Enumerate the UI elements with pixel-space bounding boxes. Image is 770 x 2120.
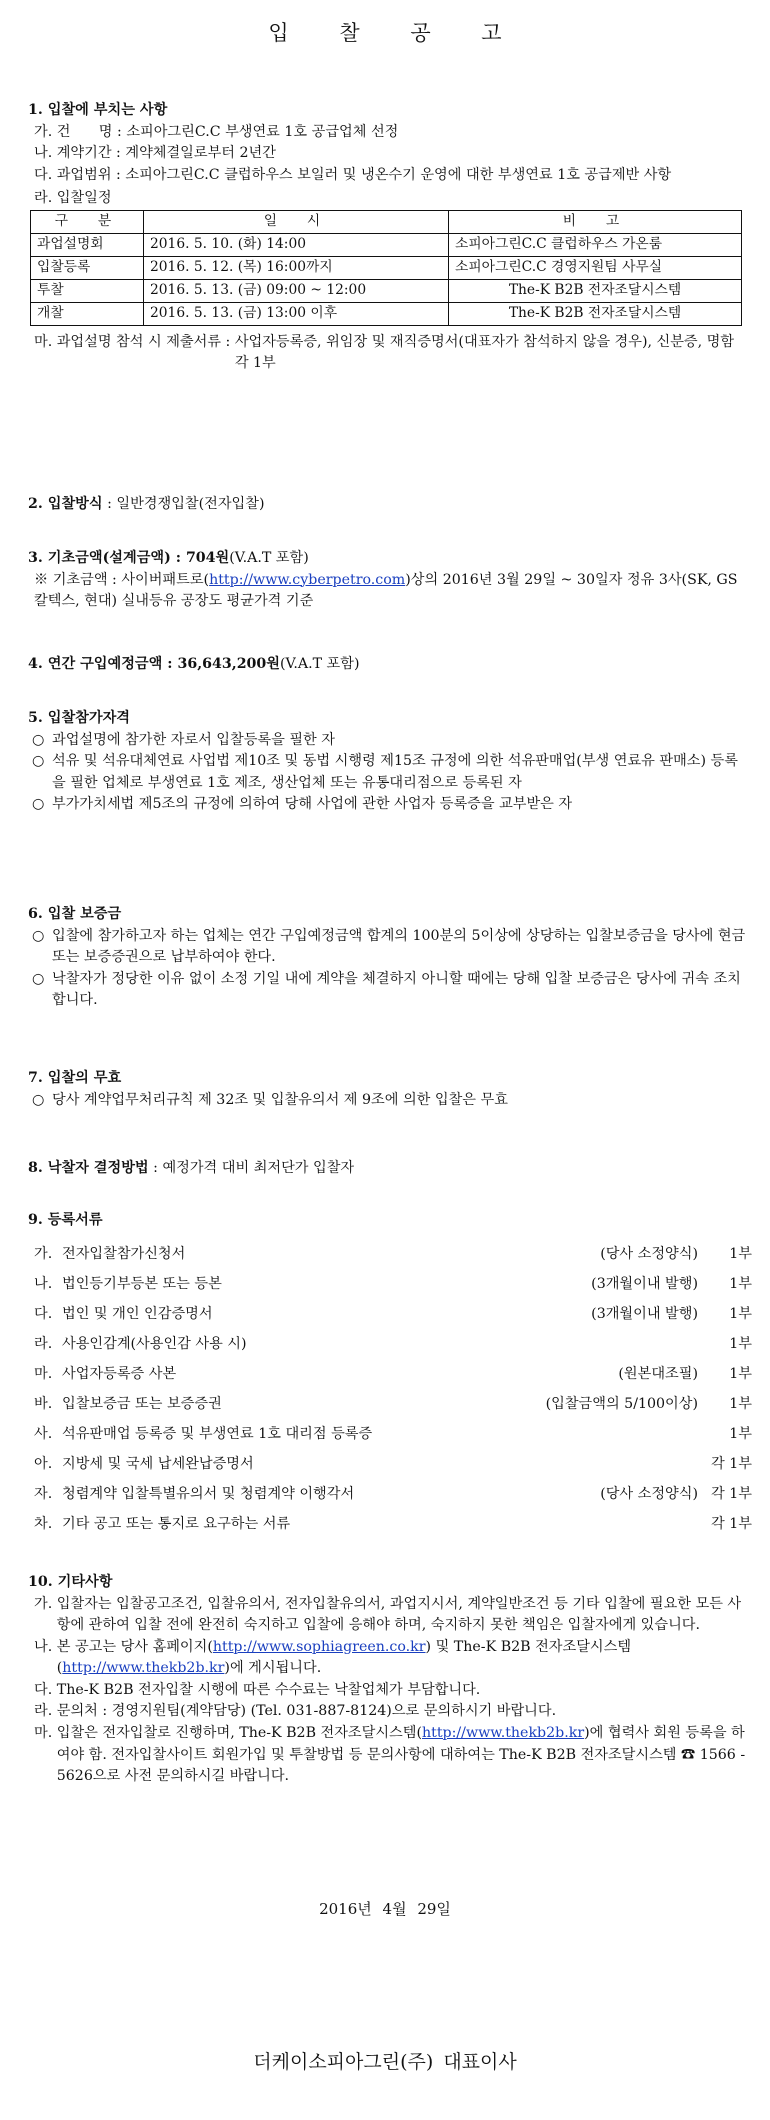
document-item: 다. 법인 및 개인 인감증명서 (3개월이내 발행) 1부 — [34, 1305, 752, 1322]
section-base-amount — [28, 548, 748, 613]
vat-note: (V.A.T 포함) — [229, 550, 309, 566]
section-heading: 2. 입찰방식 — [28, 496, 103, 512]
section-heading: 10. 기타사항 — [28, 1574, 113, 1590]
section-bid-deposit — [28, 904, 748, 1012]
table-header: 구 분 — [31, 210, 144, 233]
section-heading: 4. 연간 구입예정금액 : — [28, 656, 178, 672]
section-bid-method — [28, 494, 748, 516]
section-bid-subject — [28, 100, 748, 375]
list-item: 가. 입찰자는 입찰공고조건, 입찰유의서, 전자입찰유의서, 과업지시서, 계약일반조건 등 기타 입찰에 필요한 모든 사항에 관하여 입찰 전에 완전히 숙지하고 입찰에 응해야 하며, 숙지하지 못한 책임은 입찰자에게 있습니다. — [34, 1595, 742, 1634]
document-item: 가. 전자입찰참가신청서 (당사 소정양식) 1부 — [34, 1245, 752, 1262]
bid-method-text: : 일반경쟁입찰(전자입찰) — [102, 496, 265, 512]
section-heading: 7. 입찰의 무효 — [28, 1070, 122, 1086]
list-item: ○ 석유 및 석유대체연료 사업법 제10조 및 동법 시행령 제15조 규정에 의한 석유판매업(부생 연료유 판매소) 등록을 필한 업체로 부생연료 1호 제조, 생산업체 또는 유통대리점으로 등록된 자 — [32, 753, 738, 791]
table-row: 입찰등록 2016. 5. 12. (목) 16:00까지 소피아그린C.C 경영지원팀 사무실 — [31, 256, 742, 279]
list-item: ○ 낙찰자가 정당한 이유 없이 소정 기일 내에 계약을 체결하지 아니할 때에는 당해 입찰 보증금은 당사에 귀속 조치합니다. — [32, 970, 741, 1009]
section-award-method — [28, 1158, 748, 1180]
page-title: 입 찰 공 고 — [268, 21, 524, 45]
section-heading: 9. 등록서류 — [28, 1212, 103, 1228]
sophiagreen-homepage-link[interactable]: http://www.sophiagreen.co.kr — [212, 1638, 426, 1655]
document-item: 자. 청렴계약 입찰특별유의서 및 청렴계약 이행각서 (당사 소정양식) 각 1부 — [34, 1485, 752, 1502]
section-required-documents — [28, 1210, 752, 1540]
base-amount-note: ※ 기초금액 : 사이버패트로(http://www.cyberpetro.com)상의 2016년 3월 29일 ~ 30일자 정유 3사(SK, GS칼텍스, 현대) 실내등유 공장도 평균가격 기준 — [34, 571, 738, 610]
issuer-signature: 더케이소피아그린(주) 대표이사 — [253, 2051, 517, 2073]
list-item: ○ 과업설명에 참가한 자로서 입찰등록을 필한 자 — [32, 731, 335, 748]
award-method-text: : 예정가격 대비 최저단가 입찰자 — [148, 1160, 355, 1176]
document-item: 아. 지방세 및 국세 납세완납증명서 각 1부 — [34, 1455, 752, 1472]
item-project-name: 가. 건 명 : 소피아그린C.C 부생연료 1호 공급업체 선정 — [34, 123, 399, 140]
table-header: 비 고 — [449, 210, 742, 233]
section-heading: 6. 입찰 보증금 — [28, 906, 122, 922]
table-row: 투찰 2016. 5. 13. (금) 09:00 ~ 12:00 The-K B2B 전자조달시스템 — [31, 279, 742, 302]
table-row: 개찰 2016. 5. 13. (금) 13:00 이후 The-K B2B 전자조달시스템 — [31, 302, 742, 325]
item-briefing-documents: 마. 과업설명 참석 시 제출서류 : 사업자등록증, 위임장 및 재직증명서(대표자가 참석하지 않을 경우), 신분증, 명함 각 1부 — [34, 333, 735, 372]
document-item: 차. 기타 공고 또는 통지로 요구하는 서류 각 1부 — [34, 1515, 752, 1532]
list-item: ○ 부가가치세법 제5조의 규정에 의하여 당해 사업에 관한 사업자 등록증을 교부받은 자 — [32, 796, 573, 813]
list-item: ○ 당사 계약업무처리규칙 제 32조 및 입찰유의서 제 9조에 의한 입찰은 무효 — [32, 1091, 508, 1108]
base-amount: 704원 — [185, 550, 230, 566]
section-heading: 8. 낙찰자 결정방법 — [28, 1160, 149, 1176]
list-item: ○ 입찰에 참가하고자 하는 업체는 연간 구입예정금액 합계의 100분의 5이상에 상당하는 입찰보증금을 당사에 현금 또는 보증증권으로 납부하여야 한다. — [32, 927, 746, 966]
annual-amount: 36,643,200원 — [177, 656, 281, 672]
table-header: 일 시 — [144, 210, 449, 233]
section-heading: 3. 기초금액(설계금액) : — [28, 550, 186, 566]
section-heading: 1. 입찰에 부치는 사항 — [28, 102, 168, 118]
section-heading: 5. 입찰참가자격 — [28, 710, 130, 726]
list-item: 나. 본 공고는 당사 홈페이지(http://www.sophiagreen.co.kr) 및 The-K B2B 전자조달시스템(http://www.thekb2b.kr)에 게시됩니다. — [34, 1638, 632, 1677]
document-item: 바. 입찰보증금 또는 보증증권 (입찰금액의 5/100이상) 1부 — [34, 1395, 752, 1412]
item-contract-period: 나. 계약기간 : 계약체결일로부터 2년간 — [34, 145, 276, 162]
section-bid-invalidity — [28, 1068, 748, 1111]
document-item: 라. 사용인감계(사용인감 사용 시) 1부 — [34, 1335, 752, 1352]
section-qualifications — [28, 708, 748, 816]
table-row: 과업설명회 2016. 5. 10. (화) 14:00 소피아그린C.C 클럽하우스 가온룸 — [31, 233, 742, 256]
list-item: 라. 문의처 : 경영지원팀(계약담당) (Tel. 031-887-8124)으로 문의하시기 바랍니다. — [34, 1703, 557, 1720]
cyberpetro-link[interactable]: http://www.cyberpetro.com — [209, 571, 406, 588]
schedule-label: 라. 입찰일정 — [34, 190, 112, 207]
schedule-header-row — [31, 210, 742, 233]
list-item: 마. 입찰은 전자입찰로 진행하며, The-K B2B 전자조달시스템(http://www.thekb2b.kr)에 협력사 회원 등록을 하여야 함. 전자입찰사이트 회원가입 및 투찰방법 등 문의사항에 대하여는 The-K B2B 전자조달시스템 ☎ 1566 - 5626으로 사전 문의하시길 바랍니다. — [34, 1725, 746, 1785]
thekb2b-link[interactable]: http://www.thekb2b.kr — [422, 1725, 585, 1742]
thekb2b-link[interactable]: http://www.thekb2b.kr — [62, 1660, 225, 1677]
document-item: 사. 석유판매업 등록증 및 부생연료 1호 대리점 등록증 1부 — [34, 1425, 752, 1442]
document-item: 마. 사업자등록증 사본 (원본대조필) 1부 — [34, 1365, 752, 1382]
document-item: 나. 법인등기부등본 또는 등본 (3개월이내 발행) 1부 — [34, 1275, 752, 1292]
section-other-matters — [28, 1572, 748, 1788]
item-task-scope: 다. 과업범위 : 소피아그린C.C 클럽하우스 보일러 및 냉온수기 운영에 대한 부생연료 1호 공급제반 사항 — [34, 166, 672, 183]
notice-date: 2016년 4월 29일 — [319, 1900, 451, 1918]
vat-note: (V.A.T 포함) — [280, 656, 360, 672]
list-item: 다. The-K B2B 전자입찰 시행에 따른 수수료는 낙찰업체가 부담합니다. — [34, 1681, 481, 1698]
schedule-table — [30, 210, 742, 326]
section-annual-amount — [28, 654, 748, 676]
